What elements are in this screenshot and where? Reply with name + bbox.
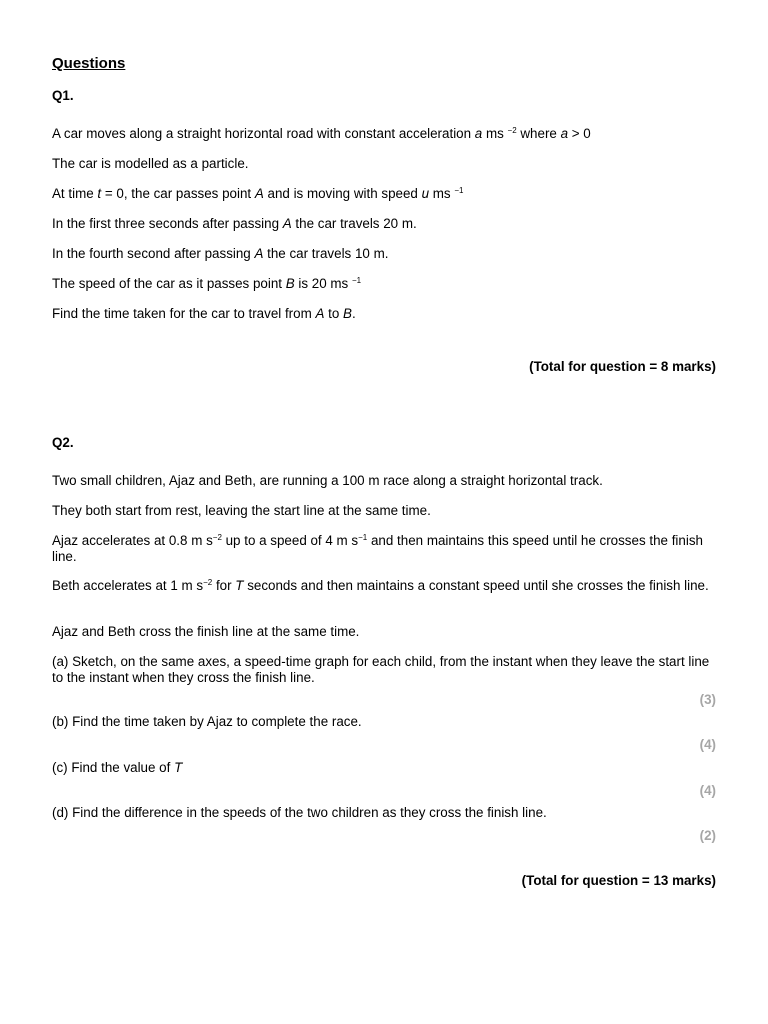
q2-part-d-marks: (2) <box>699 828 716 843</box>
q1-line-speed-at-b: The speed of the car as it passes point B is 20 ms $^{-1}$ <box>52 276 362 291</box>
q1-line-fourth-second: In the fourth second after passing A the car travels 10 m. <box>52 246 389 261</box>
q2-line-race: Two small children, Ajaz and Beth, are running a 100 m race along a straight horizontal track. <box>52 473 603 488</box>
q2-line-same-time: Ajaz and Beth cross the finish line at the same time. <box>52 624 360 639</box>
q2-part-d: (d) Find the difference in the speeds of the two children as they cross the finish line. <box>52 805 547 820</box>
q2-part-b-marks: (4) <box>699 737 716 752</box>
q1-total-marks: (Total for question = 8 marks) <box>529 359 716 374</box>
q1-label: Q1. <box>52 88 74 103</box>
page-heading: Questions <box>52 55 126 72</box>
q2-line-start-rest: They both start from rest, leaving the start line at the same time. <box>52 503 431 518</box>
q1-line-find-time: Find the time taken for the car to travel from A to B. <box>52 306 356 321</box>
q2-part-a: (a) Sketch, on the same axes, a speed-time graph for each child, from the instant when they leave the start line to the instant when they cross the finish line. <box>52 654 710 685</box>
q2-part-b: (b) Find the time taken by Ajaz to complete the race. <box>52 714 362 729</box>
q2-part-c: (c) Find the value of T <box>52 760 183 775</box>
q1-line-particle: The car is modelled as a particle. <box>52 156 249 171</box>
q2-part-a-marks: (3) <box>699 692 716 707</box>
q2-label: Q2. <box>52 435 74 450</box>
q2-line-beth-acceleration: Beth accelerates at 1 m $s^{-2}$ for T seconds and then maintains a constant speed until she crosses the finish line. <box>52 578 709 593</box>
q2-total-marks: (Total for question = 13 marks) <box>521 873 716 888</box>
q1-line-acceleration: A car moves along a straight horizontal road with constant acceleration a ms $^{-2}$ where a > 0 <box>52 126 591 141</box>
q1-line-first-three-seconds: In the first three seconds after passing A the car travels 20 m. <box>52 216 417 231</box>
q1-line-time-zero: At time t = 0, the car passes point A and is moving with speed u ms $^{-1}$ <box>52 186 464 201</box>
q2-part-c-marks: (4) <box>699 783 716 798</box>
q2-line-ajaz-acceleration: Ajaz accelerates at 0.8 m $s^{-2}$ up to a speed of 4 m $s^{-1}$ and then maintains this speed until he crosses the finish line. <box>52 533 703 564</box>
